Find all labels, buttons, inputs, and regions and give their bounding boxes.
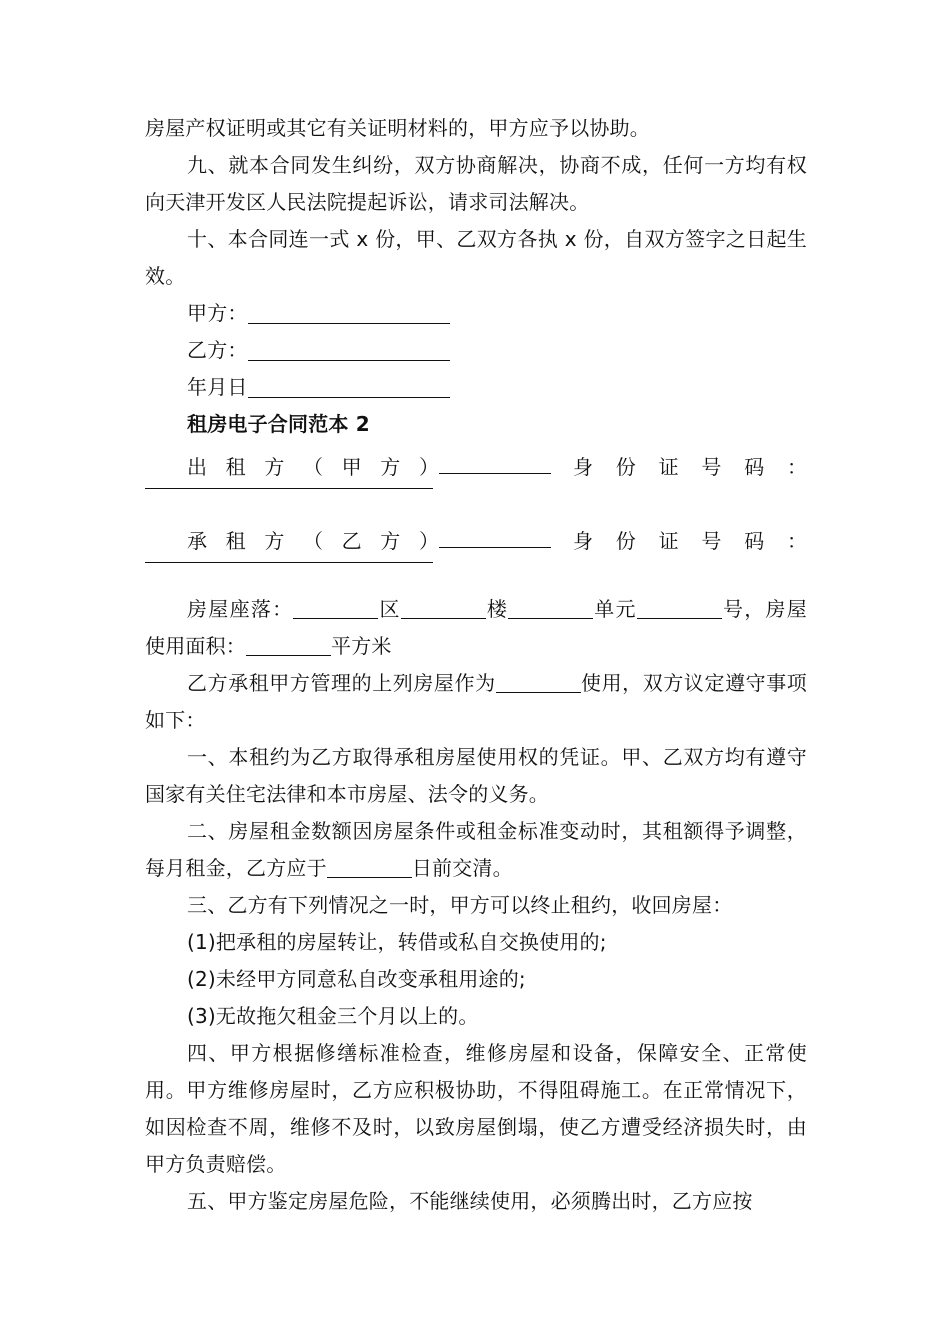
clause-two-before: 二、房屋租金数额因房屋条件或租金标准变动时，其租额得予调整，每月租金，乙方应于 [145,819,807,880]
lessee-id-label: 身 份 证 号 码 ： [573,529,807,553]
lessee-id-row [145,554,807,591]
usage-paragraph [145,665,807,739]
usage-after: 使用，双方议定遵守事项如下： [145,671,808,732]
lessor-row [145,443,807,480]
lessor-id-row [145,480,807,517]
lessee-label: 承 租 方 （ 乙 方 ） [187,529,439,553]
signature-party-a [145,295,807,332]
clause-four: 四、甲方根据修缮标准检查，维修房屋和设备，保障安全、正常使用。甲方维修房屋时，乙方应积极协助，不得阻碍施工。在正常情况下，如因检查不周，维修不及时，以致房屋倒塌，使乙方遭受经济损失时，由甲方负责赔偿。 [145,1041,807,1176]
unit-label: 单元 [593,597,637,621]
location-label: 房屋座落： [187,597,294,621]
building-label: 楼 [485,597,509,621]
date-label: 年月日 [187,375,248,399]
clause-five: 五、甲方鉴定房屋危险，不能继续使用，必须腾出时，乙方应按 [187,1189,753,1213]
number-area-label: 号，房屋使用面积： [145,597,808,658]
party-b-label: 乙方： [187,338,248,362]
signature-date [145,369,807,406]
date-blank [248,375,450,398]
lessee-row [145,517,807,554]
clause-three: 三、乙方有下列情况之一时，甲方可以终止租约，收回房屋： [187,893,733,917]
clause-three-item-2: (2)未经甲方同意私自改变承租用途的; [187,967,526,991]
area-unit-label: 平方米 [331,634,392,658]
clause-two-after: 日前交清。 [411,856,513,880]
lessor-id-label: 身 份 证 号 码 ： [573,455,807,479]
document-body [145,110,807,1220]
lessor-label: 出 租 方 （ 甲 方 ） [187,455,439,479]
party-a-label: 甲方： [187,301,248,325]
party-a-blank [248,301,450,324]
lessee-blank [439,525,551,548]
clause-one: 一、本租约为乙方取得承租房屋使用权的凭证。甲、乙双方均有遵守国家有关住宅法律和本市房屋、法令的义务。 [145,745,807,806]
lessor-id-blank [145,488,433,489]
district-label: 区 [378,597,401,621]
usage-blank [496,672,581,693]
clause-three-item-1: (1)把承租的房屋转让，转借或私自交换使用的; [187,930,607,954]
lessee-id-blank [145,562,433,563]
rent-date-blank [327,857,412,878]
usage-before: 乙方承租甲方管理的上列房屋作为 [187,671,496,695]
lessor-blank [439,451,551,474]
clause-three-item-3: (3)无故拖欠租金三个月以上的。 [187,1004,479,1028]
signature-party-b [145,332,807,369]
building-blank [401,598,486,619]
clause-nine: 九、就本合同发生纠纷，双方协商解决，协商不成，任何一方均有权向天津开发区人民法院提起诉讼，请求司法解决。 [145,153,807,214]
district-blank [293,598,378,619]
clause-ten: 十、本合同连一式 x 份，甲、乙双方各执 x 份，自双方签字之日起生效。 [145,227,807,288]
house-location [145,591,807,665]
section-title: 租房电子合同范本 2 [187,412,370,436]
clause-two [145,813,807,887]
number-blank [637,598,722,619]
paragraph-continuation: 房屋产权证明或其它有关证明材料的，甲方应予以协助。 [145,116,650,140]
unit-blank [508,598,593,619]
area-blank [246,635,331,656]
party-b-blank [248,338,450,361]
